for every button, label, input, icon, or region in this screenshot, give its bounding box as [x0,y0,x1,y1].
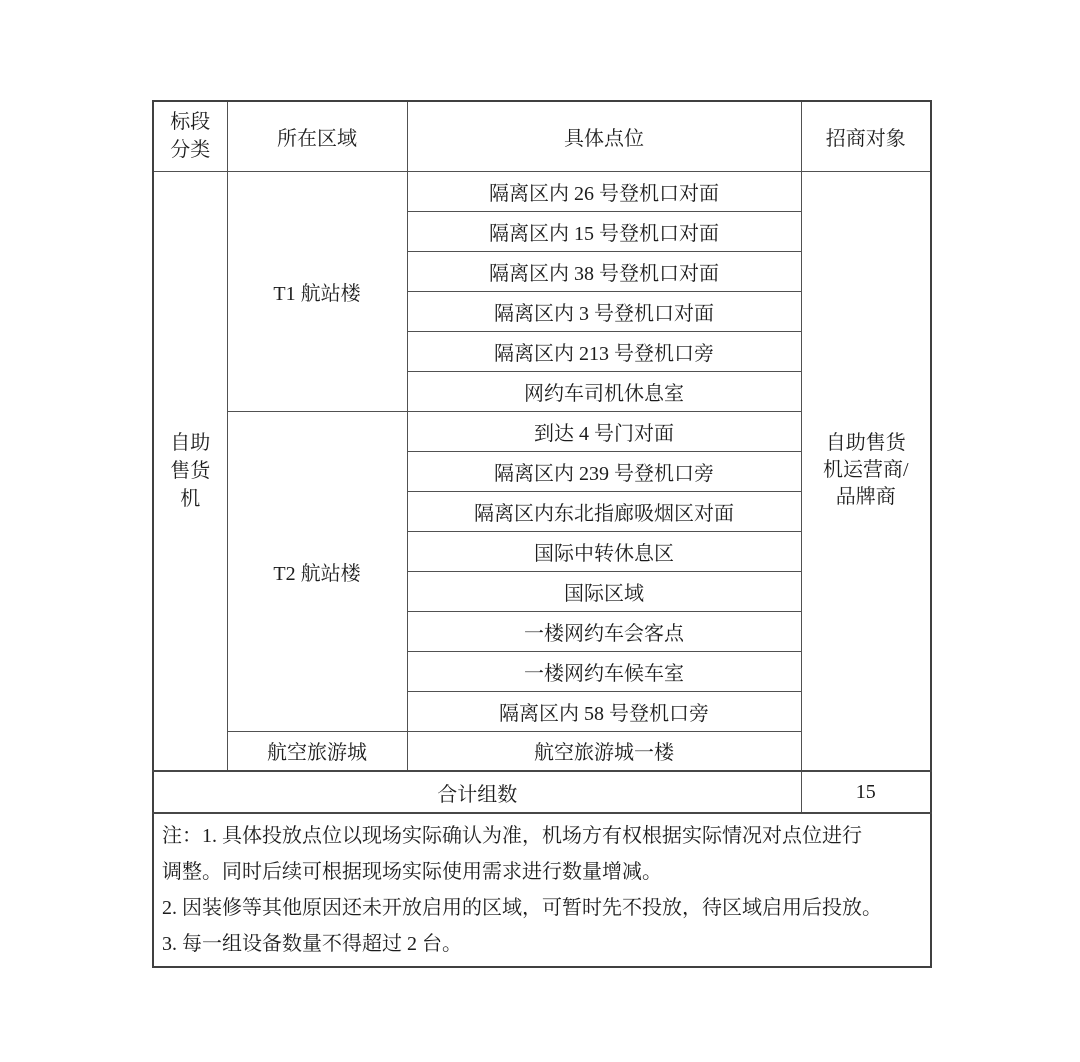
cell-location: 网约车司机休息室 [407,371,801,411]
notes-cell [153,813,931,967]
cell-location: 隔离区内 38 号登机口对面 [407,251,801,291]
cell-area-travel-city: 航空旅游城 [227,731,407,771]
cell-location: 一楼网约车候车室 [407,651,801,691]
section-category-label: 自助售货机 [170,431,211,510]
cell-location: 隔离区内 15 号登机口对面 [407,211,801,251]
table-row [153,171,931,211]
header-target: 招商对象 [801,101,931,171]
header-section-category-label: 标段分类 [170,111,211,162]
cell-area-t1: T1 航站楼 [227,171,407,411]
cell-location: 隔离区内东北指廊吸烟区对面 [407,491,801,531]
note-line-3: 2. 因装修等其他原因还未开放启用的区域，可暂时先不投放，待区域启用后投放。 [162,897,882,919]
total-value: 15 [801,771,931,813]
cell-location: 一楼网约车会客点 [407,611,801,651]
note-line-4: 3. 每一组设备数量不得超过 2 台。 [162,933,462,955]
cell-location: 国际区域 [407,571,801,611]
note-line-2: 调整。同时后续可根据现场实际使用需求进行数量增减。 [162,861,662,883]
cell-location: 隔离区内 213 号登机口旁 [407,331,801,371]
header-area: 所在区域 [227,101,407,171]
cell-location: 隔离区内 58 号登机口旁 [407,691,801,731]
table-header-row [153,101,931,171]
target-label: 自助售货机运营商/品牌商 [822,432,909,509]
notes-row [153,813,931,967]
cell-section-category [153,171,227,771]
cell-location: 隔离区内 239 号登机口旁 [407,451,801,491]
cell-location: 国际中转休息区 [407,531,801,571]
header-location: 具体点位 [407,101,801,171]
note-line-1: 注：1. 具体投放点位以现场实际确认为准，机场方有权根据实际情况对点位进行 [162,825,862,847]
total-label: 合计组数 [153,771,801,813]
vending-machine-points-table [152,100,932,968]
cell-location: 到达 4 号门对面 [407,411,801,451]
total-row [153,771,931,813]
cell-location: 隔离区内 26 号登机口对面 [407,171,801,211]
cell-location: 隔离区内 3 号登机口对面 [407,291,801,331]
cell-area-t2: T2 航站楼 [227,411,407,731]
cell-location: 航空旅游城一楼 [407,731,801,771]
header-section-category [153,101,227,171]
cell-target [801,171,931,771]
